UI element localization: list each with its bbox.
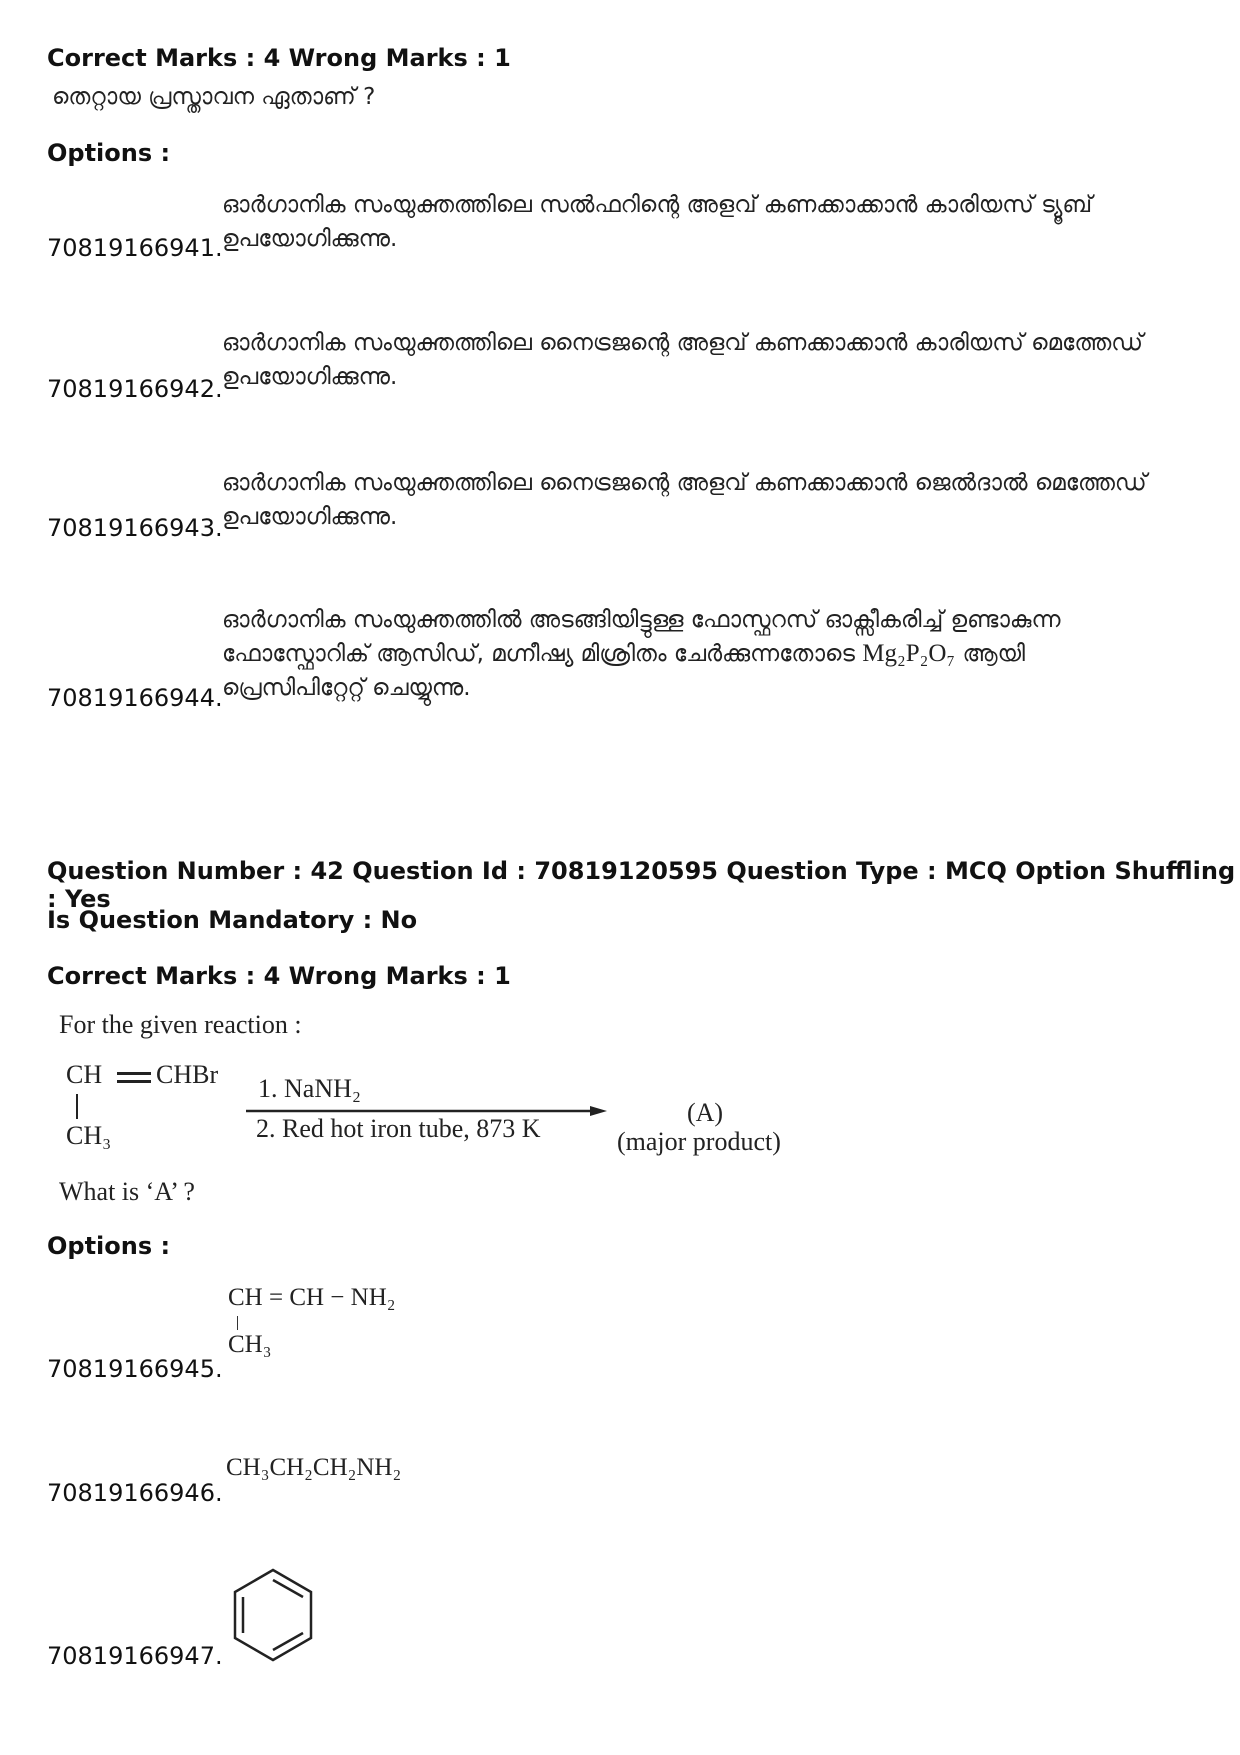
option-text-part: ആയി പ്രെസിപിറ്റേറ്റ് ചെയ്യുന്നു. [222, 641, 1026, 701]
option-formula: Mg₂P₂O₇ [862, 640, 956, 667]
option-id: 70819166947. [47, 1642, 223, 1670]
option-text: ഓർഗാനിക സംയുക്തത്തിലെ സൽഫറിന്റെ അളവ് കണക്കാക്കാൻ കാരിയസ് ട്യൂബ് ഉപയോഗിക്കുന്നു. [222, 192, 1093, 252]
option-id: 70819166941. [47, 234, 223, 262]
option-text-4 [222, 603, 1172, 705]
double-bond-line [117, 1072, 151, 1075]
q42-header: Question Number : 42 Question Id : 70819120595 Question Type : MCQ Option Shuffling : Yes [47, 857, 1236, 913]
option-id: 70819166942. [47, 375, 223, 403]
reaction-step-1: 1. NaNH₂ [258, 1074, 361, 1103]
option-text: ഓർഗാനിക സംയുക്തത്തിലെ നൈട്രജന്റെ അളവ് കണക്കാക്കാൻ കാരിയസ് മെത്തേഡ് ഉപയോഗിക്കുന്നു. [222, 330, 1143, 390]
option-id: 70819166946. [47, 1479, 223, 1507]
product-label: (A) [687, 1098, 724, 1127]
option-structure-top: CH = CH − NH₂ [228, 1284, 396, 1311]
q42-intro: For the given reaction : [59, 1010, 302, 1039]
option-formula: CH₃CH₂CH₂NH₂ [226, 1454, 402, 1481]
benzene-ring [228, 1566, 318, 1666]
reactant-chbr: CHBr [156, 1060, 219, 1089]
q41-marks: Correct Marks : 4 Wrong Marks : 1 [47, 44, 511, 72]
reactant-ch3: CH₃ [66, 1121, 112, 1150]
option-id: 70819166945. [47, 1355, 223, 1383]
q42-options-label: Options : [47, 1232, 171, 1260]
option-text-part: ഓർഗാനിക സംയുക്തത്തിൽ അടങ്ങിയിട്ടുള്ള ഫോസ്ഫറസ് ഓക്സീകരിച്ച് ഉണ്ടാകുന്ന ഫോസ്ഫോറിക് ആസിഡ്, മഗ്നീഷ്യ മിശ്രിതം ചേർക്കുന്നതോടെ [222, 607, 1061, 667]
q42-marks: Correct Marks : 4 Wrong Marks : 1 [47, 962, 511, 990]
q42-ask: What is ‘A’ ? [59, 1177, 195, 1206]
option-id: 70819166944. [47, 684, 223, 712]
reactant-ch: CH [66, 1060, 103, 1089]
product-note: (major product) [617, 1127, 781, 1156]
reaction-step-2: 2. Red hot iron tube, 873 K [256, 1114, 541, 1143]
option-structure-bottom: CH₃ [228, 1331, 272, 1358]
single-bond-line [237, 1316, 238, 1330]
option-text: ഓർഗാനിക സംയുക്തത്തിലെ നൈട്രജന്റെ അളവ് കണക്കാക്കാൻ ജെൽദാൽ മെത്തേഡ് ഉപയോഗിക്കുന്നു. [222, 470, 1147, 530]
double-bond-line [117, 1080, 151, 1083]
q42-mandatory: Is Question Mandatory : No [47, 906, 418, 934]
single-bond-line [76, 1094, 78, 1119]
q41-options-label: Options : [47, 139, 171, 167]
option-id: 70819166943. [47, 514, 223, 542]
q41-question: തെറ്റായ പ്രസ്താവന ഏതാണ് ? [52, 84, 376, 110]
